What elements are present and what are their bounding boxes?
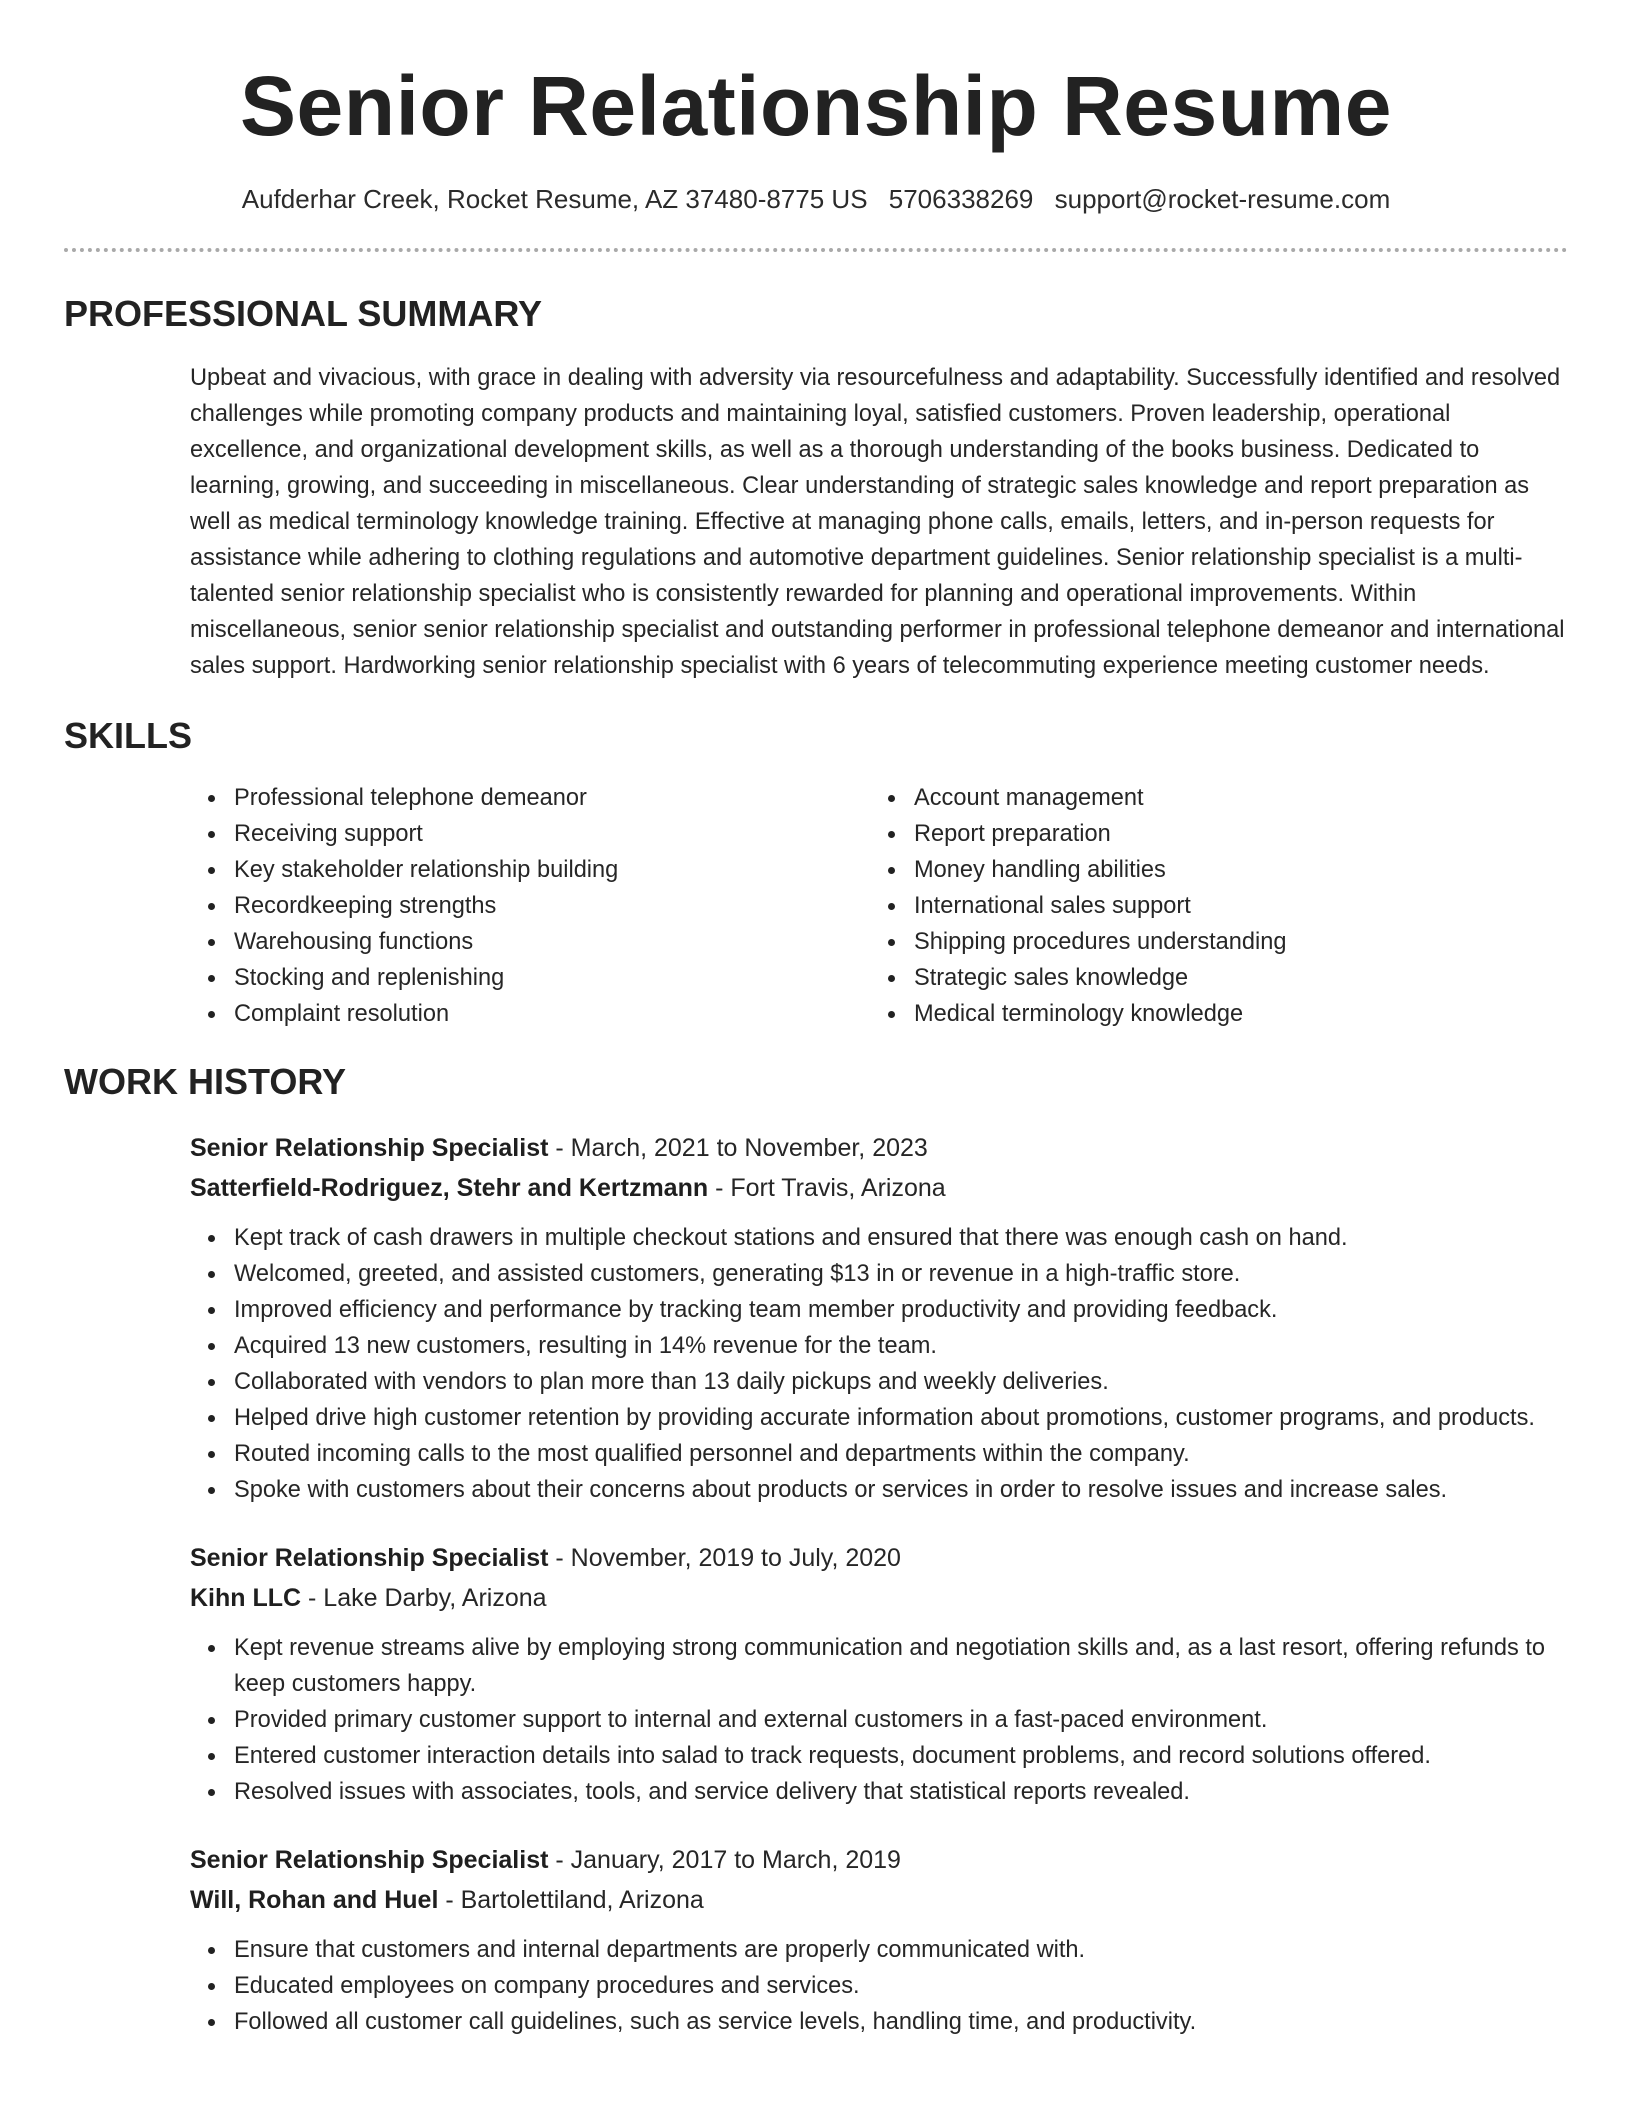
- skill-item: Professional telephone demeanor: [190, 780, 870, 816]
- job-bullet: Routed incoming calls to the most qualified personnel and departments within the company.: [190, 1436, 1568, 1472]
- job-dates: - March, 2021 to November, 2023: [548, 1134, 928, 1162]
- skills-list: [190, 780, 1568, 1032]
- skill-item: Stocking and replenishing: [190, 960, 870, 996]
- job-bullet: Followed all customer call guidelines, such as service levels, handling time, and productivity.: [190, 2004, 1568, 2040]
- skill-item: Complaint resolution: [190, 996, 870, 1032]
- skill-item: Shipping procedures understanding: [870, 924, 1550, 960]
- job-location: - Lake Darby, Arizona: [301, 1584, 547, 1612]
- job-bullet: Acquired 13 new customers, resulting in 14% revenue for the team.: [190, 1328, 1568, 1364]
- skill-item: Receiving support: [190, 816, 870, 852]
- job-bullet: Provided primary customer support to internal and external customers in a fast-paced environment.: [190, 1702, 1568, 1738]
- skill-item: Money handling abilities: [870, 852, 1550, 888]
- job-dates: - January, 2017 to March, 2019: [548, 1846, 901, 1874]
- skill-item: Recordkeeping strengths: [190, 888, 870, 924]
- work-history-heading: WORK HISTORY: [64, 1061, 347, 1102]
- summary-text: Upbeat and vivacious, with grace in dealing with adversity via resourcefulness and adaptability. Successfully identified and resolved challenges while promoting company products and maintaining loyal, satisfied customers. Proven leadership, operational excellence, and organizational development skills, as well as a thorough understanding of the books business. Dedicated to learning, growing, and succeeding in miscellaneous. Clear understanding of strategic sales knowledge and report preparation as well as medical terminology knowledge training. Effective at managing phone calls, emails, letters, and in-person requests for assistance while adhering to clothing regulations and automotive department guidelines. Senior relationship specialist is a multi-talented senior relationship specialist who is consistently rewarded for planning and operational improvements. Within miscellaneous, senior senior relationship specialist and outstanding performer in professional telephone demeanor and international sales support. Hardworking senior relationship specialist with 6 years of telecommuting experience meeting customer needs.: [190, 365, 1565, 679]
- job-dates: - November, 2019 to July, 2020: [548, 1544, 901, 1572]
- job-bullet: Educated employees on company procedures and services.: [190, 1968, 1568, 2004]
- skills-column-left: [190, 780, 870, 1032]
- resume-title: Senior Relationship Resume: [240, 59, 1392, 153]
- job-bullet: Kept track of cash drawers in multiple checkout stations and ensured that there was enough cash on hand.: [190, 1220, 1568, 1256]
- email: support@rocket-resume.com: [1054, 184, 1391, 214]
- skill-item: International sales support: [870, 888, 1550, 924]
- phone: 5706338269: [888, 184, 1034, 214]
- skill-item: Medical terminology knowledge: [870, 996, 1550, 1032]
- job-bullet: Collaborated with vendors to plan more than 13 daily pickups and weekly deliveries.: [190, 1364, 1568, 1400]
- header-divider: [64, 248, 1568, 252]
- summary-heading: PROFESSIONAL SUMMARY: [64, 293, 543, 334]
- job-bullets: [190, 1932, 1568, 2040]
- job-entry: [190, 1128, 1568, 1508]
- job-title-line: [190, 1128, 1568, 1168]
- job-title: Senior Relationship Specialist: [190, 1846, 549, 1874]
- job-location: - Bartolettiland, Arizona: [438, 1886, 704, 1914]
- job-bullet: Welcomed, greeted, and assisted customers, generating $13 in or revenue in a high-traffic store.: [190, 1256, 1568, 1292]
- job-bullet: Improved efficiency and performance by tracking team member productivity and providing feedback.: [190, 1292, 1568, 1328]
- skill-item: Key stakeholder relationship building: [190, 852, 870, 888]
- job-title-line: [190, 1840, 1568, 1880]
- job-company: Satterfield-Rodriguez, Stehr and Kertzmann: [190, 1174, 709, 1202]
- job-company-line: [190, 1578, 1568, 1618]
- job-company: Kihn LLC: [190, 1584, 302, 1612]
- skill-item: Warehousing functions: [190, 924, 870, 960]
- skills-heading: SKILLS: [64, 715, 193, 756]
- skill-item: Strategic sales knowledge: [870, 960, 1550, 996]
- job-company-line: [190, 1880, 1568, 1920]
- job-bullet: Entered customer interaction details into salad to track requests, document problems, and record solutions offered.: [190, 1738, 1568, 1774]
- job-bullet: Ensure that customers and internal departments are properly communicated with.: [190, 1932, 1568, 1968]
- skill-item: Report preparation: [870, 816, 1550, 852]
- job-title-line: [190, 1538, 1568, 1578]
- skills-column-right: [870, 780, 1550, 1032]
- skill-item: Account management: [870, 780, 1550, 816]
- job-title: Senior Relationship Specialist: [190, 1134, 549, 1162]
- address: Aufderhar Creek, Rocket Resume, AZ 37480-8775 US: [241, 184, 868, 214]
- job-company: Will, Rohan and Huel: [190, 1886, 439, 1914]
- job-bullet: Kept revenue streams alive by employing strong communication and negotiation skills and, as a last resort, offering refunds to keep customers happy.: [190, 1630, 1568, 1702]
- contact-line: [64, 182, 1568, 216]
- job-bullets: [190, 1220, 1568, 1508]
- job-location: - Fort Travis, Arizona: [708, 1174, 946, 1202]
- job-entry: [190, 1840, 1568, 2040]
- job-entry: [190, 1538, 1568, 1810]
- job-bullet: Resolved issues with associates, tools, and service delivery that statistical reports revealed.: [190, 1774, 1568, 1810]
- job-bullet: Helped drive high customer retention by providing accurate information about promotions, customer programs, and products.: [190, 1400, 1568, 1436]
- job-bullets: [190, 1630, 1568, 1810]
- job-bullet: Spoke with customers about their concerns about products or services in order to resolve issues and increase sales.: [190, 1472, 1568, 1508]
- job-company-line: [190, 1168, 1568, 1208]
- job-title: Senior Relationship Specialist: [190, 1544, 549, 1572]
